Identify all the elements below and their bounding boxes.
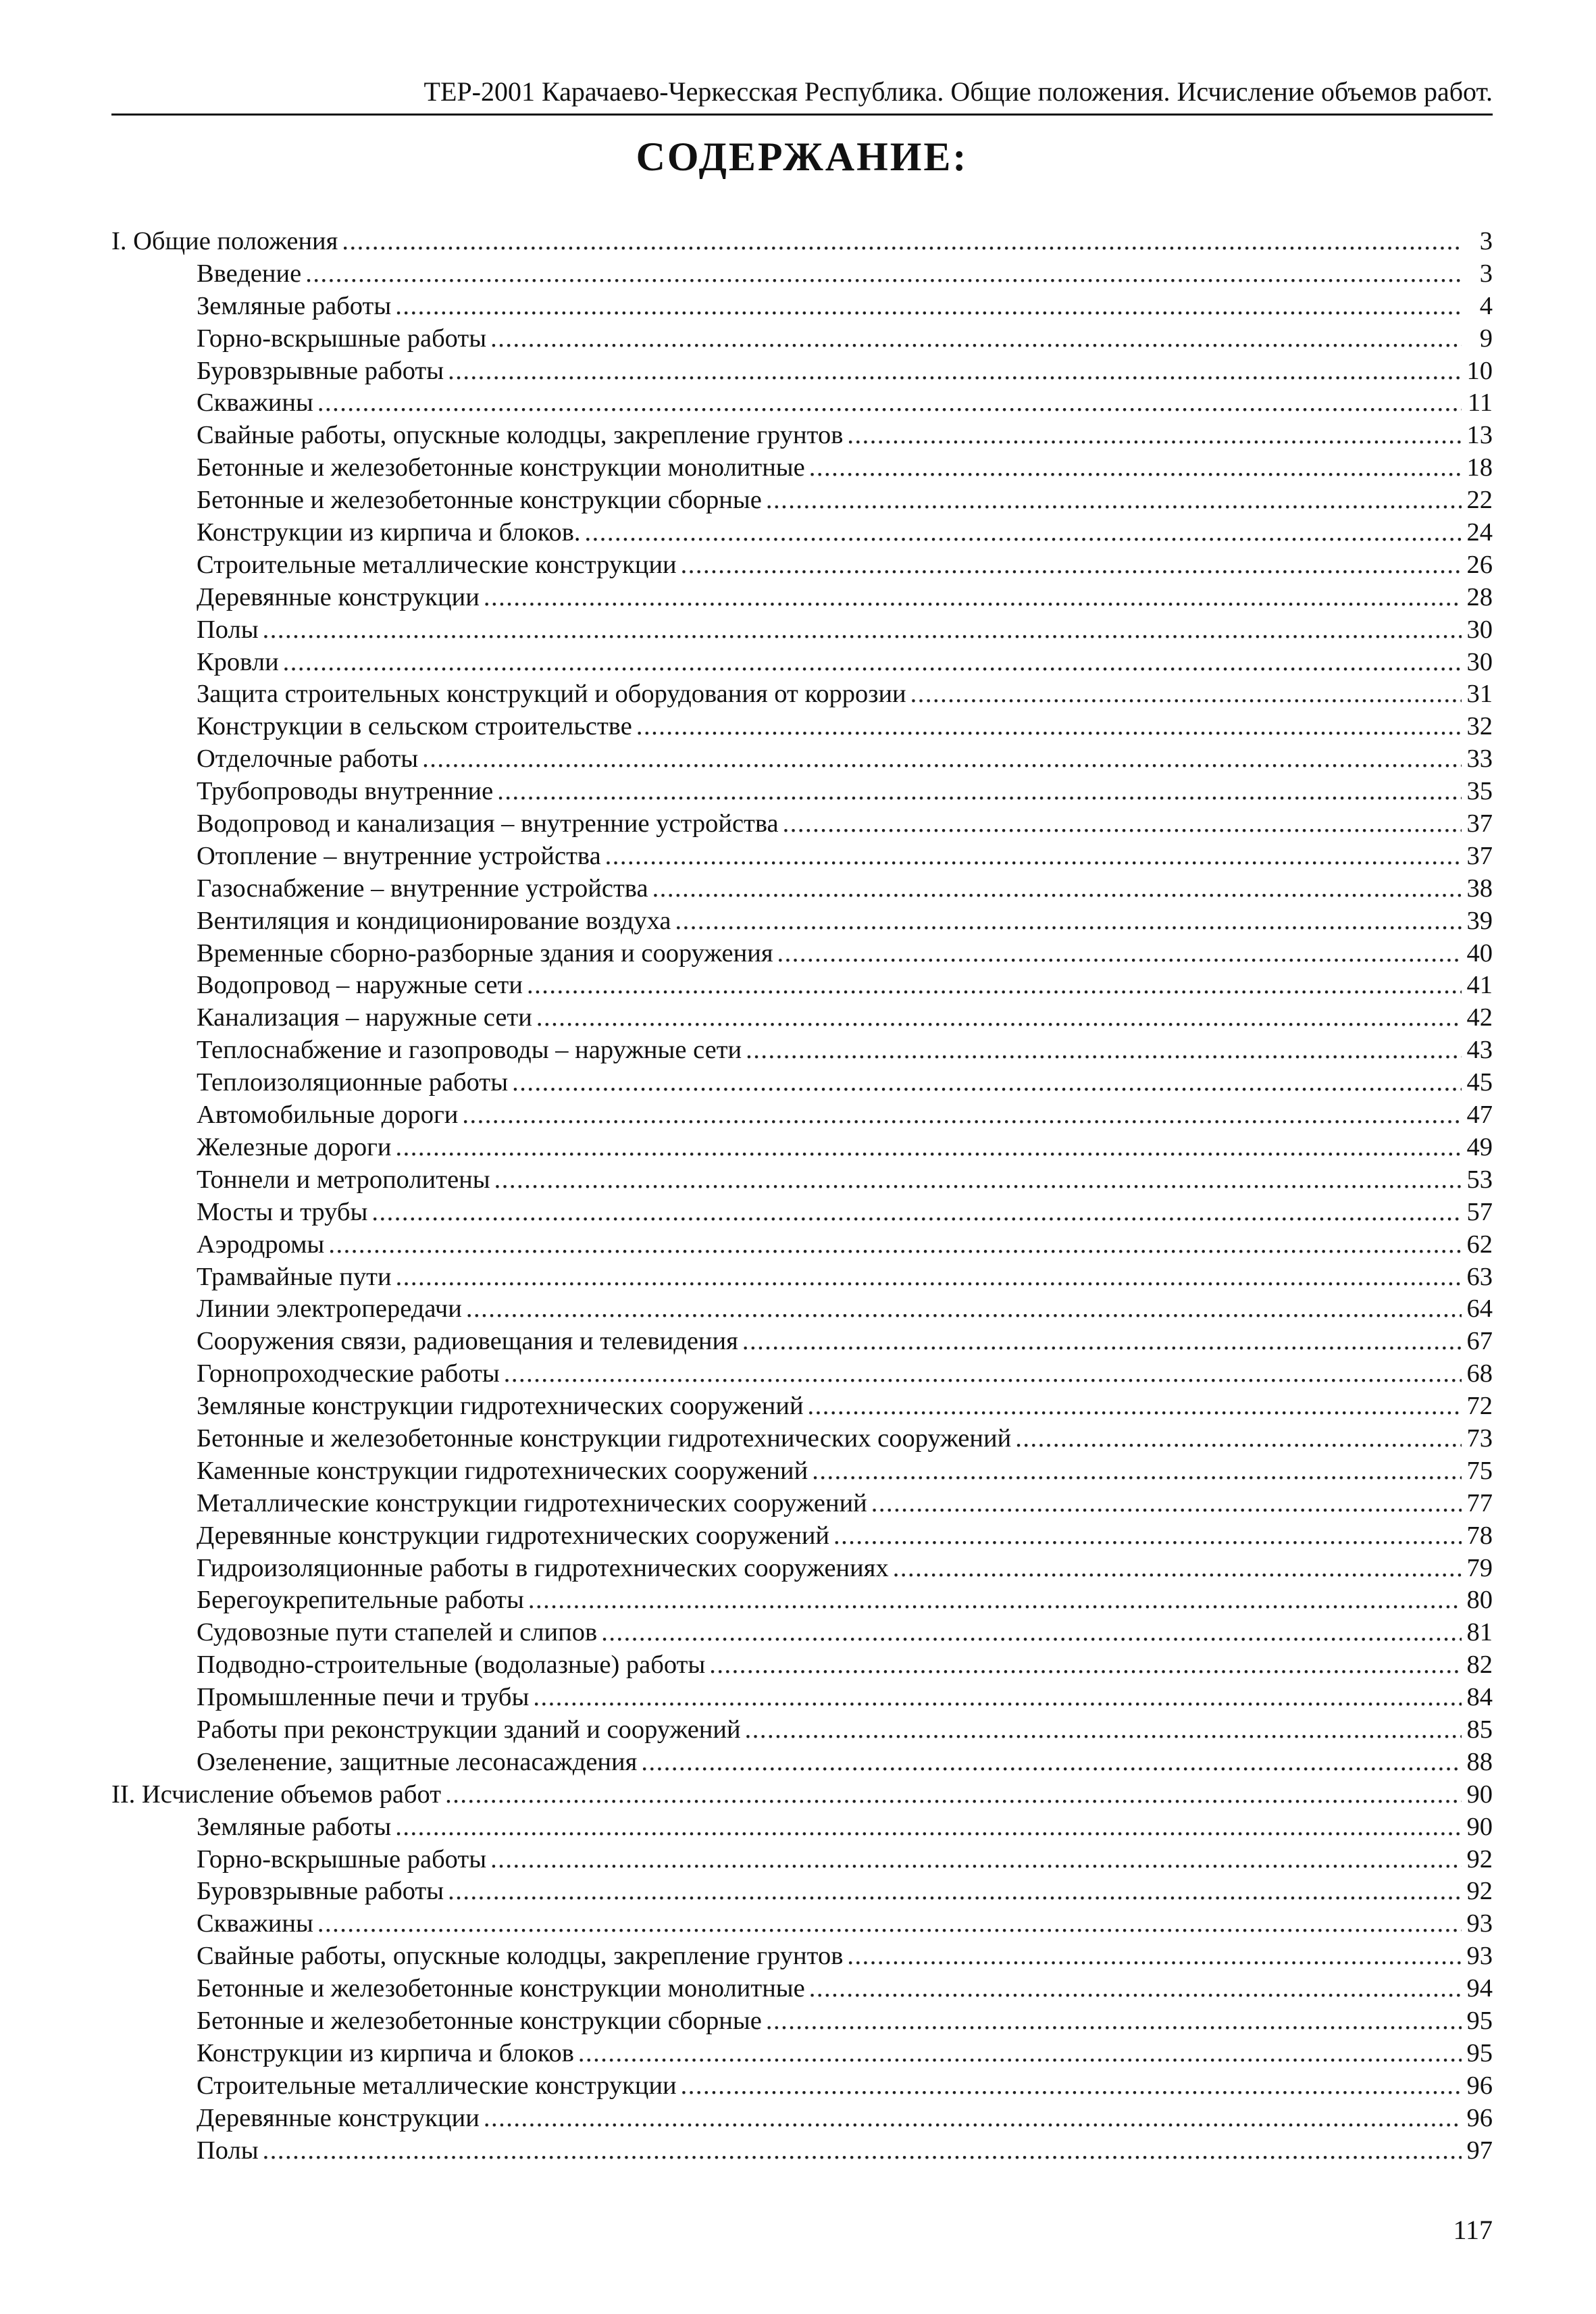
page-title: СОДЕРЖАНИЕ: [636,134,969,179]
toc-entry-label: II. Исчисление объемов работ [111,1780,442,1809]
toc-entry [111,1908,1493,1940]
dot-leader [317,387,1462,420]
toc-entry-label: Деревянные конструкции гидротехнических сооружений [197,1521,830,1550]
toc-entry-label: Свайные работы, опускные колодцы, закрепление грунтов [197,1942,844,1971]
toc-entry-label: Скважины [197,388,313,418]
toc-entry-page: 40 [1466,938,1493,967]
toc-entry [111,1520,1493,1553]
toc-entry [111,905,1493,938]
toc-entry-label: Озеленение, защитные лесонасаждения [197,1747,638,1776]
dot-leader [462,1099,1462,1132]
toc-entry-page: 93 [1466,1909,1493,1938]
toc-entry-label: Бетонные и железобетонные конструкции гидротехнических сооружений [197,1424,1012,1453]
dot-leader [448,355,1462,388]
toc-entry-page: 30 [1466,647,1493,676]
toc-entry-label: Строительные металлические конструкции [197,550,677,579]
toc-entry-page: 22 [1466,486,1493,515]
toc-entry-label: Каменные конструкции гидротехнических сооружений [197,1456,808,1485]
toc-entry [111,484,1493,517]
dot-leader [528,1584,1462,1617]
toc-entry-label: Строительные металлические конструкции [197,2071,677,2100]
dot-leader [709,1649,1462,1682]
toc-entry [111,517,1493,549]
table-of-contents [111,226,1493,2167]
toc-entry-page: 31 [1466,680,1493,709]
dot-leader [681,549,1462,582]
toc-entry [111,1973,1493,2005]
toc-entry-label: Железные дороги [197,1132,392,1161]
toc-entry-label: Полы [197,615,259,644]
dot-leader [497,776,1462,808]
dot-leader [445,1779,1462,1811]
toc-entry [111,1229,1493,1261]
toc-entry-page: 33 [1466,745,1493,774]
toc-entry [111,2038,1493,2070]
toc-entry-label: Деревянные конструкции [197,2103,480,2132]
dot-leader [809,452,1462,484]
running-header: ТЕР-2001 Карачаево-Черкесская Республика. Общие положения. Исчисление объемов работ. [423,76,1493,107]
dot-leader [783,808,1462,840]
toc-entry-page: 63 [1466,1262,1493,1291]
toc-entry-label: Линии электропередачи [197,1294,462,1324]
dot-leader [490,323,1462,355]
toc-entry-page: 67 [1466,1327,1493,1356]
toc-entry-label: I. Общие положения [111,227,338,255]
toc-entry-label: Буровзрывные работы [197,356,444,385]
toc-entry [111,1488,1493,1520]
toc-entry-page: 95 [1466,2038,1493,2067]
toc-entry-label: Мосты и трубы [197,1197,368,1226]
dot-leader [601,1617,1462,1649]
dot-leader [283,647,1462,679]
dot-leader [808,1390,1462,1423]
dot-leader [536,1002,1462,1034]
toc-entry [111,1164,1493,1197]
dot-leader [317,1908,1462,1940]
toc-entry-page: 49 [1466,1132,1493,1161]
dot-leader [746,1034,1462,1067]
toc-entry-label: Бетонные и железобетонные конструкции сборные [197,2006,762,2035]
toc-entry [111,1326,1493,1358]
dot-leader [833,1520,1462,1553]
toc-entry-page: 10 [1466,356,1493,385]
toc-entry [111,711,1493,743]
toc-entry-page: 35 [1466,777,1493,806]
toc-entry-page: 43 [1466,1036,1493,1065]
toc-entry-page: 96 [1466,2071,1493,2100]
toc-entry [111,647,1493,679]
toc-entry [111,678,1493,711]
toc-entry-label: Судовозные пути стапелей и слипов [197,1618,598,1647]
dot-leader [636,711,1462,743]
toc-entry-label: Бетонные и железобетонные конструкции монолитные [197,1974,805,2003]
toc-entry-label: Водопровод – наружные сети [197,971,523,1000]
toc-entry-page: 80 [1466,1586,1493,1615]
toc-entry-page: 37 [1466,841,1493,870]
toc-entry [111,420,1493,452]
dot-leader [396,1132,1462,1164]
toc-entry-label: Горно-вскрышные работы [197,1844,487,1873]
dot-leader [681,2070,1462,2103]
toc-section-entry [111,226,1493,258]
dot-leader [305,258,1462,291]
dot-leader [766,484,1462,517]
toc-section-entry [111,1779,1493,1811]
toc-entry-label: Конструкции в сельском строительстве [197,712,632,741]
dot-leader [484,2103,1462,2135]
toc-entry-label: Берегоукрепительные работы [197,1586,524,1615]
toc-entry-page: 62 [1466,1230,1493,1259]
toc-entry-label: Свайные работы, опускные колодцы, закрепление грунтов [197,421,844,450]
toc-entry [111,1067,1493,1099]
toc-entry-page: 26 [1466,550,1493,579]
toc-entry-page: 39 [1466,906,1493,935]
toc-entry-label: Бетонные и железобетонные конструкции сборные [197,486,762,515]
dot-leader [641,1746,1462,1779]
toc-entry [111,2135,1493,2167]
toc-entry [111,776,1493,808]
toc-entry-page: 42 [1466,1003,1493,1032]
dot-leader [504,1358,1462,1390]
toc-entry [111,1099,1493,1132]
toc-entry-page: 13 [1466,421,1493,450]
toc-entry [111,1261,1493,1294]
toc-entry [111,1358,1493,1390]
dot-leader [910,678,1462,711]
toc-entry-page: 73 [1466,1424,1493,1453]
toc-entry-label: Земляные конструкции гидротехнических сооружений [197,1392,804,1421]
toc-entry [111,2103,1493,2135]
toc-entry-page: 90 [1466,1812,1493,1841]
dot-leader [847,420,1462,452]
toc-entry [111,1844,1493,1876]
dot-leader [342,226,1462,258]
dot-leader [512,1067,1462,1099]
toc-entry [111,873,1493,905]
toc-entry [111,387,1493,420]
toc-entry-page: 68 [1466,1359,1493,1388]
toc-entry-label: Работы при реконструкции зданий и сооружений [197,1715,741,1744]
dot-leader [396,1261,1462,1294]
dot-leader [745,1714,1462,1746]
toc-entry [111,2005,1493,2038]
toc-entry [111,582,1493,614]
toc-entry [111,743,1493,776]
toc-entry-page: 79 [1466,1553,1493,1582]
toc-entry [111,549,1493,582]
toc-entry-page: 18 [1466,453,1493,482]
dot-leader [652,873,1462,905]
toc-entry-page: 75 [1466,1456,1493,1485]
dot-leader [448,1876,1462,1908]
toc-entry-page: 92 [1466,1844,1493,1873]
toc-entry [111,1584,1493,1617]
toc-entry-page: 41 [1466,971,1493,1000]
toc-entry-page: 72 [1466,1392,1493,1421]
dot-leader [1015,1423,1462,1455]
dot-leader [328,1229,1462,1261]
toc-entry [111,1002,1493,1034]
toc-entry [111,1649,1493,1682]
toc-entry-page: 93 [1466,1942,1493,1971]
toc-entry-label: Трамвайные пути [197,1262,392,1291]
dot-leader [527,970,1462,1002]
toc-entry [111,970,1493,1002]
toc-entry [111,1455,1493,1488]
toc-entry [111,2070,1493,2103]
toc-entry-page: 38 [1466,874,1493,903]
toc-entry-label: Полы [197,2136,259,2165]
toc-entry-page: 37 [1466,809,1493,838]
dot-leader [675,905,1462,938]
dot-leader [766,2005,1462,2038]
dot-leader [371,1197,1462,1229]
toc-entry-label: Водопровод и канализация – внутренние устройства [197,809,779,838]
toc-entry-page: 90 [1466,1780,1493,1809]
toc-entry [111,840,1493,873]
toc-entry-label: Вентиляция и кондиционирование воздуха [197,906,671,935]
toc-entry-page: 45 [1466,1068,1493,1097]
toc-entry [111,1682,1493,1714]
toc-entry-page: 96 [1466,2103,1493,2132]
toc-entry-label: Сооружения связи, радиовещания и телевидения [197,1327,738,1356]
toc-entry-label: Отделочные работы [197,745,419,774]
header-rule [111,114,1493,116]
toc-entry-page: 92 [1466,1877,1493,1906]
dot-leader [395,1811,1462,1844]
toc-entry-label: Металлические конструкции гидротехнических сооружений [197,1488,867,1517]
toc-entry-label: Земляные работы [197,1812,392,1841]
toc-entry [111,1811,1493,1844]
dot-leader [395,291,1462,323]
toc-entry [111,1423,1493,1455]
toc-entry-page: 3 [1479,227,1493,255]
toc-entry-label: Гидроизоляционные работы в гидротехнических сооружениях [197,1553,889,1582]
dot-leader [578,2038,1462,2070]
toc-entry [111,1197,1493,1229]
dot-leader [494,1164,1462,1197]
toc-entry [111,1034,1493,1067]
toc-entry-label: Бетонные и железобетонные конструкции монолитные [197,453,805,482]
toc-entry-label: Кровли [197,647,279,676]
toc-entry-page: 3 [1479,259,1493,288]
dot-leader [809,1973,1462,2005]
toc-entry-page: 47 [1466,1101,1493,1130]
toc-entry-page: 85 [1466,1715,1493,1744]
toc-entry [111,1617,1493,1649]
toc-entry [111,1714,1493,1746]
dot-leader [484,582,1462,614]
dot-leader [263,2135,1462,2167]
toc-entry-label: Трубопроводы внутренние [197,777,494,806]
toc-entry-page: 81 [1466,1618,1493,1647]
document-page [111,0,1493,2314]
dot-leader [777,938,1462,970]
toc-entry-label: Конструкции из кирпича и блоков. [197,518,581,547]
toc-entry [111,1390,1493,1423]
toc-entry-page: 57 [1466,1197,1493,1226]
dot-leader [605,840,1462,873]
toc-entry-page: 4 [1479,291,1493,320]
dot-leader [490,1844,1462,1876]
toc-entry-page: 77 [1466,1488,1493,1517]
toc-entry-page: 84 [1466,1683,1493,1712]
toc-entry [111,291,1493,323]
toc-entry-label: Подводно-строительные (водолазные) работы [197,1651,706,1680]
toc-entry [111,1940,1493,1973]
toc-entry-label: Буровзрывные работы [197,1877,444,1906]
toc-entry [111,323,1493,355]
toc-entry-page: 30 [1466,615,1493,644]
toc-entry [111,355,1493,388]
toc-entry-page: 24 [1466,518,1493,547]
toc-entry-page: 88 [1466,1747,1493,1776]
toc-entry-label: Теплоснабжение и газопроводы – наружные сети [197,1036,742,1065]
toc-entry-label: Газоснабжение – внутренние устройства [197,874,648,903]
toc-entry [111,1876,1493,1908]
toc-entry-page: 82 [1466,1651,1493,1680]
page-number: 117 [1453,2215,1493,2245]
dot-leader [847,1940,1462,1973]
toc-entry-page: 9 [1479,324,1493,353]
toc-entry-label: Тоннели и метрополитены [197,1165,490,1194]
toc-entry-page: 78 [1466,1521,1493,1550]
dot-leader [742,1326,1462,1358]
toc-entry [111,938,1493,970]
toc-entry [111,1553,1493,1585]
toc-entry-label: Земляные работы [197,291,392,320]
toc-entry-label: Деревянные конструкции [197,582,480,611]
toc-entry-label: Канализация – наружные сети [197,1003,532,1032]
dot-leader [812,1455,1462,1488]
toc-entry-page: 64 [1466,1294,1493,1324]
dot-leader [893,1553,1462,1585]
dot-leader [871,1488,1462,1520]
toc-entry [111,808,1493,840]
toc-entry [111,1746,1493,1779]
toc-entry [111,1132,1493,1164]
toc-entry-label: Отопление – внутренние устройства [197,841,601,870]
toc-entry-page: 97 [1466,2136,1493,2165]
toc-entry-page: 94 [1466,1974,1493,2003]
toc-entry-label: Скважины [197,1909,313,1938]
dot-leader [585,517,1462,549]
toc-entry-label: Защита строительных конструкций и оборудования от коррозии [197,680,906,709]
toc-entry-label: Аэродромы [197,1230,325,1259]
dot-leader [466,1293,1462,1326]
dot-leader [533,1682,1462,1714]
toc-entry-label: Промышленные печи и трубы [197,1683,530,1712]
toc-entry-label: Конструкции из кирпича и блоков [197,2038,574,2067]
toc-entry [111,452,1493,484]
toc-entry [111,1293,1493,1326]
dot-leader [422,743,1462,776]
toc-entry-page: 32 [1466,712,1493,741]
toc-entry-page: 11 [1467,388,1493,418]
toc-entry-label: Автомобильные дороги [197,1101,459,1130]
toc-entry [111,258,1493,291]
dot-leader [263,614,1462,647]
toc-entry-label: Введение [197,259,302,288]
toc-entry-label: Временные сборно-разборные здания и сооружения [197,938,773,967]
toc-entry-page: 95 [1466,2006,1493,2035]
toc-entry-label: Горно-вскрышные работы [197,324,487,353]
toc-entry-page: 28 [1466,582,1493,611]
toc-entry-label: Горнопроходческие работы [197,1359,500,1388]
toc-entry-page: 53 [1466,1165,1493,1194]
toc-entry [111,614,1493,647]
toc-entry-label: Теплоизоляционные работы [197,1068,509,1097]
